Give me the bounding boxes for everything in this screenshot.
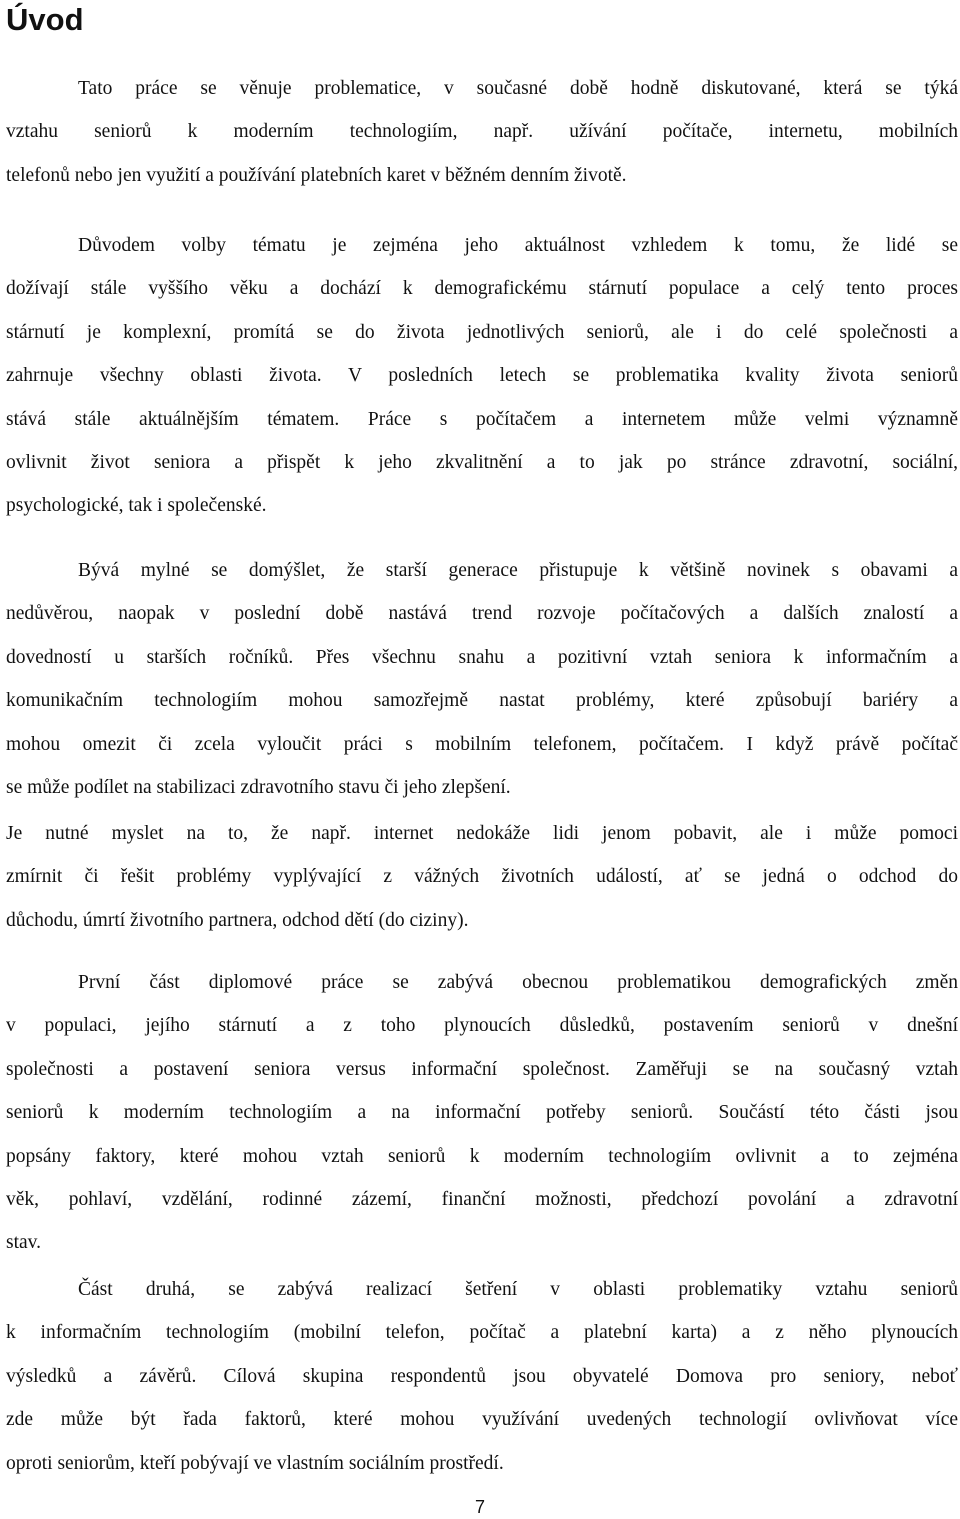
text-line: důchodu, úmrtí životního partnera, odchod dětí (do ciziny). xyxy=(6,909,469,931)
text-line: věk, pohlaví, vzdělání, rodinné zázemí, finanční možnosti, předchozí povolání a zdravotní xyxy=(6,1189,958,1211)
text-line: Část druhá, se zabývá realizací šetření v oblasti problematiky vztahu seniorů xyxy=(78,1279,958,1300)
text-line: mohou omezit či zcela vyloučit práci s mobilním telefonem, počítačem. I když právě počítač xyxy=(6,733,958,755)
text-line: Bývá mylné se domýšlet, že starší generace přistupuje k většině novinek s obavami a xyxy=(78,560,958,581)
text-line: Tato práce se věnuje problematice, v současné době hodně diskutované, která se týká xyxy=(78,78,958,99)
page-heading: Úvod xyxy=(6,2,84,37)
text-line: k informačním technologiím (mobilní telefon, počítač a platební karta) a z něho plynoucích xyxy=(6,1322,958,1344)
paragraph xyxy=(6,224,958,528)
paragraph xyxy=(6,812,958,942)
text-line: seniorů k moderním technologiím a na informační potřeby seniorů. Součástí této části jsou xyxy=(6,1102,958,1124)
paragraph xyxy=(6,549,958,809)
text-line: stává stále aktuálnějším tématem. Práce s počítačem a internetem může velmi významně xyxy=(6,408,958,430)
text-line: Důvodem volby tématu je zejména jeho aktuálnost vzhledem k tomu, že lidé se xyxy=(78,235,958,256)
text-line: stárnutí je komplexní, promítá se do života jednotlivých seniorů, ale i do celé společnosti a xyxy=(6,321,958,343)
text-line: dožívají stále vyššího věku a dochází k demografickému stárnutí populace a celý tento proces xyxy=(6,278,958,300)
text-line: dovedností u starších ročníků. Přes všechnu snahu a pozitivní vztah seniora k informačním a xyxy=(6,646,958,668)
paragraph xyxy=(6,67,958,197)
text-line: společnosti a postavení seniora versus informační společnost. Zaměřuji se na současný vztah xyxy=(6,1058,958,1080)
text-line: zahrnuje všechny oblasti života. V posledních letech se problematika kvality života seniorů xyxy=(6,365,958,387)
text-line: ovlivnit život seniora a přispět k jeho zkvalitnění a to jak po stránce zdravotní, sociální, xyxy=(6,452,958,474)
paragraph xyxy=(6,961,958,1265)
text-line: v populaci, jejího stárnutí a z toho plynoucích důsledků, postavením seniorů v dnešní xyxy=(6,1015,958,1037)
paragraph xyxy=(6,1268,958,1485)
text-line: stav. xyxy=(6,1232,42,1254)
text-line: vztahu seniorů k moderním technologiím, např. užívání počítače, internetu, mobilních xyxy=(6,121,958,143)
text-line: psychologické, tak i společenské. xyxy=(6,495,267,517)
text-line: popsány faktory, které mohou vztah seniorů k moderním technologiím ovlivnit a to zejména xyxy=(6,1145,958,1167)
text-line: telefonů nebo jen využití a používání platebních karet v běžném denním životě. xyxy=(6,164,627,186)
text-line: výsledků a závěrů. Cílová skupina respondentů jsou obyvatelé Domova pro seniory, neboť xyxy=(6,1365,958,1387)
text-line: Je nutné myslet na to, že např. internet nedokáže lidi jenom pobavit, ale i může pomoci xyxy=(6,823,958,844)
page-number: 7 xyxy=(474,1497,485,1517)
text-line: zmírnit či řešit problémy vyplývající z vážných životních událostí, ať se jedná o odchod do xyxy=(6,866,958,888)
text-line: zde může být řada faktorů, které mohou využívání uvedených technologií ovlivňovat více xyxy=(6,1409,958,1431)
text-line: se může podílet na stabilizaci zdravotního stavu či jeho zlepšení. xyxy=(6,777,511,799)
text-line: nedůvěrou, naopak v poslední době nastává trend rozvoje počítačových a dalších znalostí a xyxy=(6,603,958,625)
text-line: oproti seniorům, kteří pobývají ve vlastním sociálním prostředí. xyxy=(6,1452,504,1474)
text-line: komunikačním technologiím mohou samozřejmě nastat problémy, které způsobují bariéry a xyxy=(6,690,958,712)
text-line: První část diplomové práce se zabývá obecnou problematikou demografických změn xyxy=(78,972,958,993)
